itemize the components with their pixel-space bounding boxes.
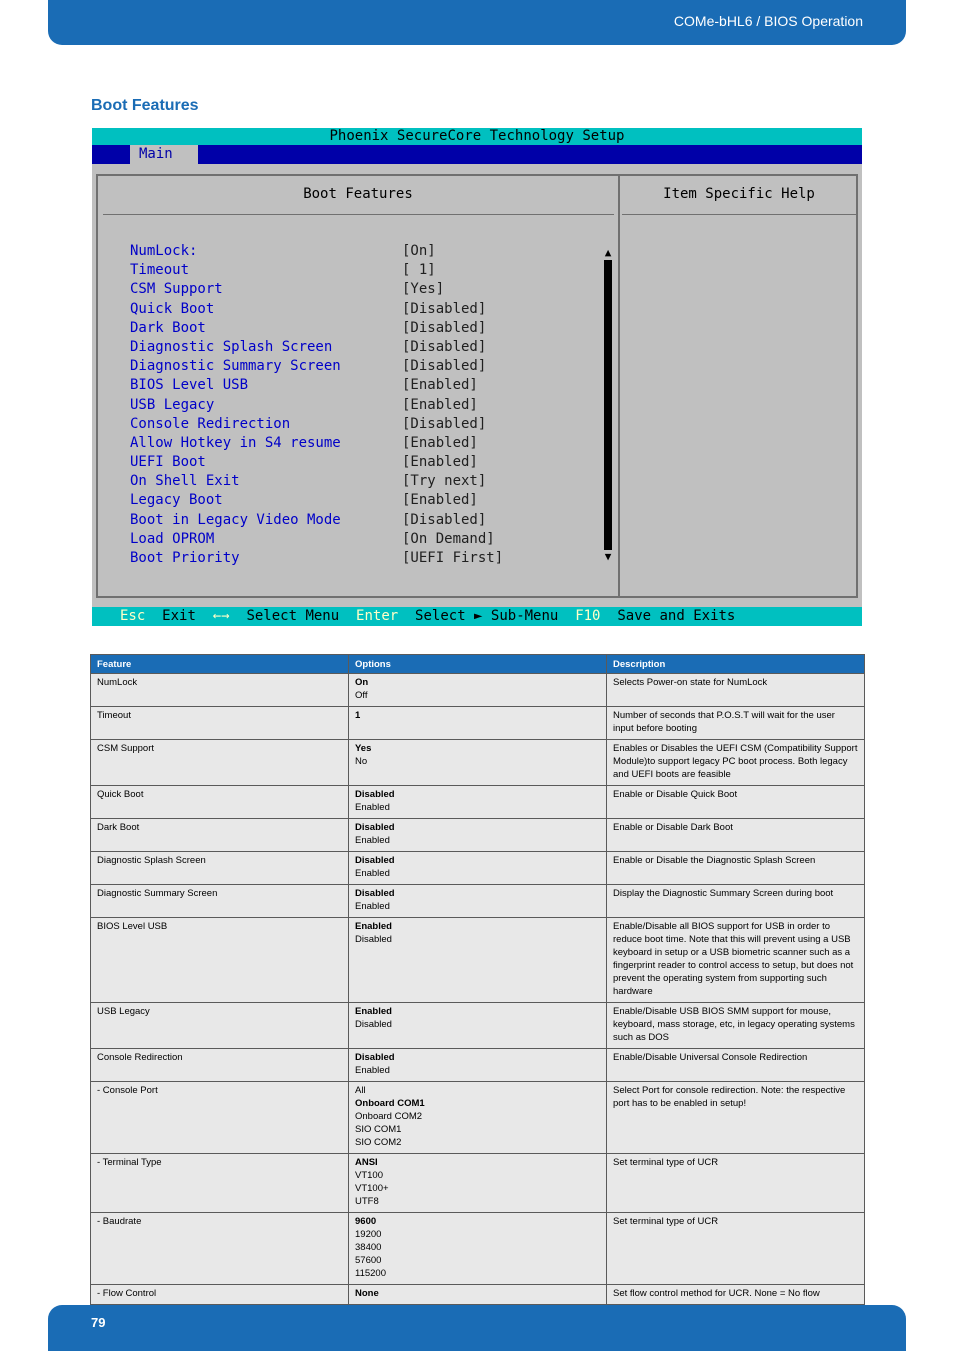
feature-cell: BIOS Level USB xyxy=(91,918,349,1003)
feature-cell: - Flow Control xyxy=(91,1285,349,1305)
bios-item-name: BIOS Level USB xyxy=(130,377,249,394)
section-title: Boot Features xyxy=(91,97,199,114)
table-row xyxy=(91,786,865,819)
bios-item-value[interactable]: [Enabled] xyxy=(402,396,478,413)
description-cell: Enable or Disable the Diagnostic Splash Screen xyxy=(607,852,865,885)
table-body xyxy=(91,674,865,1305)
options-cell xyxy=(349,707,607,740)
bios-scrollbar[interactable] xyxy=(602,246,614,566)
bios-item-value[interactable]: [Disabled] xyxy=(402,358,487,375)
bios-item-name: NumLock: xyxy=(130,243,198,259)
key-esc-label: Exit xyxy=(162,608,196,624)
bios-left-heading: Boot Features xyxy=(303,186,413,202)
bios-item-value[interactable]: [UEFI First] xyxy=(402,550,504,566)
key-enter-label: Select ► Sub-Menu xyxy=(415,608,559,624)
table-row xyxy=(91,1003,865,1049)
option: Disabled xyxy=(355,1019,392,1030)
feature-cell: NumLock xyxy=(91,674,349,707)
bios-item-name: CSM Support xyxy=(130,281,223,298)
table-row xyxy=(91,1154,865,1213)
feature-cell: Dark Boot xyxy=(91,819,349,852)
default-option: Disabled xyxy=(355,1052,395,1063)
bios-item-name: Timeout xyxy=(130,262,190,279)
option: VT100+ xyxy=(355,1183,389,1194)
feature-cell: USB Legacy xyxy=(91,1003,349,1049)
options-cell xyxy=(349,1003,607,1049)
feature-cell: Console Redirection xyxy=(91,1049,349,1082)
table-row xyxy=(91,740,865,786)
table-row xyxy=(91,1285,865,1305)
bios-item-name: Boot in Legacy Video Mode xyxy=(130,511,341,528)
table-row xyxy=(91,852,865,885)
option: Enabled xyxy=(355,802,390,813)
options-cell xyxy=(349,1082,607,1154)
bios-item-value[interactable]: [Disabled] xyxy=(402,511,487,528)
bios-rule-right xyxy=(622,214,856,215)
default-option: 9600 xyxy=(355,1216,377,1227)
default-option: Disabled xyxy=(355,789,395,800)
description-cell: Number of seconds that P.O.S.T will wait for the user input before booting xyxy=(607,707,865,740)
bios-item-value[interactable]: [Yes] xyxy=(402,281,445,298)
default-option: Enabled xyxy=(355,921,392,932)
bios-item-name: Quick Boot xyxy=(130,300,215,317)
bios-item-name: Load OPROM xyxy=(130,530,215,547)
bios-item-name: Boot Priority xyxy=(130,550,240,566)
bios-rule-left xyxy=(103,214,614,215)
bios-item-value[interactable]: [Disabled] xyxy=(402,319,487,336)
bios-item-value[interactable]: [On] xyxy=(402,243,436,259)
description-cell: Selects Power-on state for NumLock xyxy=(607,674,865,707)
bios-item-name: UEFI Boot xyxy=(130,454,206,471)
bios-item-name: USB Legacy xyxy=(130,396,215,413)
option: 19200 xyxy=(355,1229,382,1240)
bios-tab-main[interactable]: Main xyxy=(130,145,198,164)
option: Onboard COM2 xyxy=(355,1111,423,1122)
description-cell: Set flow control method for UCR. None = No flow xyxy=(607,1285,865,1305)
options-cell xyxy=(349,1049,607,1082)
page-header-bar xyxy=(48,0,906,45)
feature-cell: Diagnostic Splash Screen xyxy=(91,852,349,885)
page-number: 79 xyxy=(91,1315,106,1330)
options-cell xyxy=(349,1285,607,1305)
bios-item-value[interactable]: [Enabled] xyxy=(402,377,478,394)
options-cell xyxy=(349,674,607,707)
bios-item-name: Legacy Boot xyxy=(130,492,223,509)
default-option: None xyxy=(355,1288,379,1299)
feature-cell: - Console Port xyxy=(91,1082,349,1154)
scroll-thumb[interactable] xyxy=(604,260,612,550)
bios-item-value[interactable]: [Enabled] xyxy=(402,454,478,471)
option: No xyxy=(355,756,368,767)
feature-cell: Diagnostic Summary Screen xyxy=(91,885,349,918)
description-cell: Enable/Disable all BIOS support for USB in order to reduce boot time. Note that this will prevent using a USB keyboard in setup or a USB biometric scanner such as a fingerprint reader to control access to setup, but does not prevent the operating system from supporting such hardware xyxy=(607,918,865,1003)
col-header-feature: Feature xyxy=(91,655,349,674)
option: Off xyxy=(355,690,368,701)
bios-right-heading: Item Specific Help xyxy=(663,186,815,202)
option: Enabled xyxy=(355,835,390,846)
option: 38400 xyxy=(355,1242,382,1253)
key-enter: Enter xyxy=(356,608,399,624)
options-cell xyxy=(349,819,607,852)
table-row xyxy=(91,1049,865,1082)
option: 115200 xyxy=(355,1268,386,1279)
default-option: Onboard COM1 xyxy=(355,1098,425,1109)
key-f10-label: Save and Exits xyxy=(617,608,736,624)
options-cell xyxy=(349,1154,607,1213)
key-arrows-icon: ←→ xyxy=(212,608,230,624)
options-cell xyxy=(349,1213,607,1285)
option: Enabled xyxy=(355,901,390,912)
description-cell: Enable or Disable Quick Boot xyxy=(607,786,865,819)
bios-item-value[interactable]: [Try next] xyxy=(402,473,487,490)
option: Disabled xyxy=(355,934,392,945)
key-f10: F10 xyxy=(575,608,601,624)
bios-item-value[interactable]: [Disabled] xyxy=(402,415,487,432)
options-cell xyxy=(349,885,607,918)
description-cell: Enable or Disable Dark Boot xyxy=(607,819,865,852)
table-row xyxy=(91,707,865,740)
feature-cell: - Baudrate xyxy=(91,1213,349,1285)
feature-cell: Quick Boot xyxy=(91,786,349,819)
default-option: Disabled xyxy=(355,888,395,899)
col-header-description: Description xyxy=(607,655,865,674)
bios-item-name: On Shell Exit xyxy=(130,473,240,490)
scroll-down-icon[interactable]: ▼ xyxy=(604,550,612,563)
options-cell xyxy=(349,786,607,819)
description-cell: Set terminal type of UCR xyxy=(607,1154,865,1213)
bios-divider xyxy=(618,176,620,596)
col-header-options: Options xyxy=(349,655,607,674)
feature-cell: - Terminal Type xyxy=(91,1154,349,1213)
header-title: COMe-bHL6 / BIOS Operation xyxy=(673,13,863,29)
bios-item-name: Diagnostic Splash Screen xyxy=(130,338,333,355)
option: UTF8 xyxy=(355,1196,379,1207)
option: SIO COM2 xyxy=(355,1137,402,1148)
options-cell xyxy=(349,918,607,1003)
bios-menu-bar xyxy=(92,145,862,164)
default-option: On xyxy=(355,677,369,688)
page-footer-bar xyxy=(48,1305,906,1351)
default-option: 1 xyxy=(355,710,361,721)
key-arrows-label: Select Menu xyxy=(246,608,340,624)
option: Enabled xyxy=(355,868,390,879)
table-row xyxy=(91,819,865,852)
default-option: Enabled xyxy=(355,1006,392,1017)
table-row xyxy=(91,918,865,1003)
feature-cell: CSM Support xyxy=(91,740,349,786)
bios-item-name: Dark Boot xyxy=(130,319,206,336)
table-row xyxy=(91,674,865,707)
table-row xyxy=(91,1082,865,1154)
default-option: Disabled xyxy=(355,855,395,866)
feature-table xyxy=(90,654,865,1305)
bios-item-value[interactable]: [Disabled] xyxy=(402,300,487,317)
scroll-up-icon[interactable]: ▲ xyxy=(604,246,612,259)
bios-title-bar: Phoenix SecureCore Technology Setup xyxy=(92,128,862,145)
bios-screenshot xyxy=(92,128,862,626)
feature-cell: Timeout xyxy=(91,707,349,740)
table-row xyxy=(91,885,865,918)
bios-item-value[interactable]: [Enabled] xyxy=(402,434,478,451)
key-esc: Esc xyxy=(120,608,146,624)
bios-item-name: Allow Hotkey in S4 resume xyxy=(130,434,341,451)
bios-item-value[interactable]: [ 1] xyxy=(402,262,436,279)
description-cell: Enables or Disables the UEFI CSM (Compatibility Support Module)to support legacy PC boot process. Both legacy and UEFI boots are feasible xyxy=(607,740,865,786)
description-cell: Enable/Disable Universal Console Redirection xyxy=(607,1049,865,1082)
option: Enabled xyxy=(355,1065,390,1076)
bios-item-value[interactable]: [Disabled] xyxy=(402,338,487,355)
default-option: Yes xyxy=(355,743,372,754)
bios-key-legend xyxy=(92,607,862,626)
description-cell: Enable/Disable USB BIOS SMM support for mouse, keyboard, mass storage, etc, in legacy operating systems such as DOS xyxy=(607,1003,865,1049)
default-option: ANSI xyxy=(355,1157,378,1168)
bios-item-value[interactable]: [On Demand] xyxy=(402,530,495,547)
bios-item-name: Diagnostic Summary Screen xyxy=(130,358,341,375)
description-cell: Select Port for console redirection. Note: the respective port has to be enabled in setup! xyxy=(607,1082,865,1154)
option: VT100 xyxy=(355,1170,383,1181)
option: 57600 xyxy=(355,1255,382,1266)
options-cell xyxy=(349,740,607,786)
table-header-row xyxy=(91,655,865,674)
default-option: Disabled xyxy=(355,822,395,833)
option: SIO COM1 xyxy=(355,1124,402,1135)
bios-item-value[interactable]: [Enabled] xyxy=(402,492,478,509)
table-row xyxy=(91,1213,865,1285)
description-cell: Set terminal type of UCR xyxy=(607,1213,865,1285)
options-cell xyxy=(349,852,607,885)
bios-item-name: Console Redirection xyxy=(130,415,291,432)
description-cell: Display the Diagnostic Summary Screen during boot xyxy=(607,885,865,918)
option: All xyxy=(355,1085,366,1096)
